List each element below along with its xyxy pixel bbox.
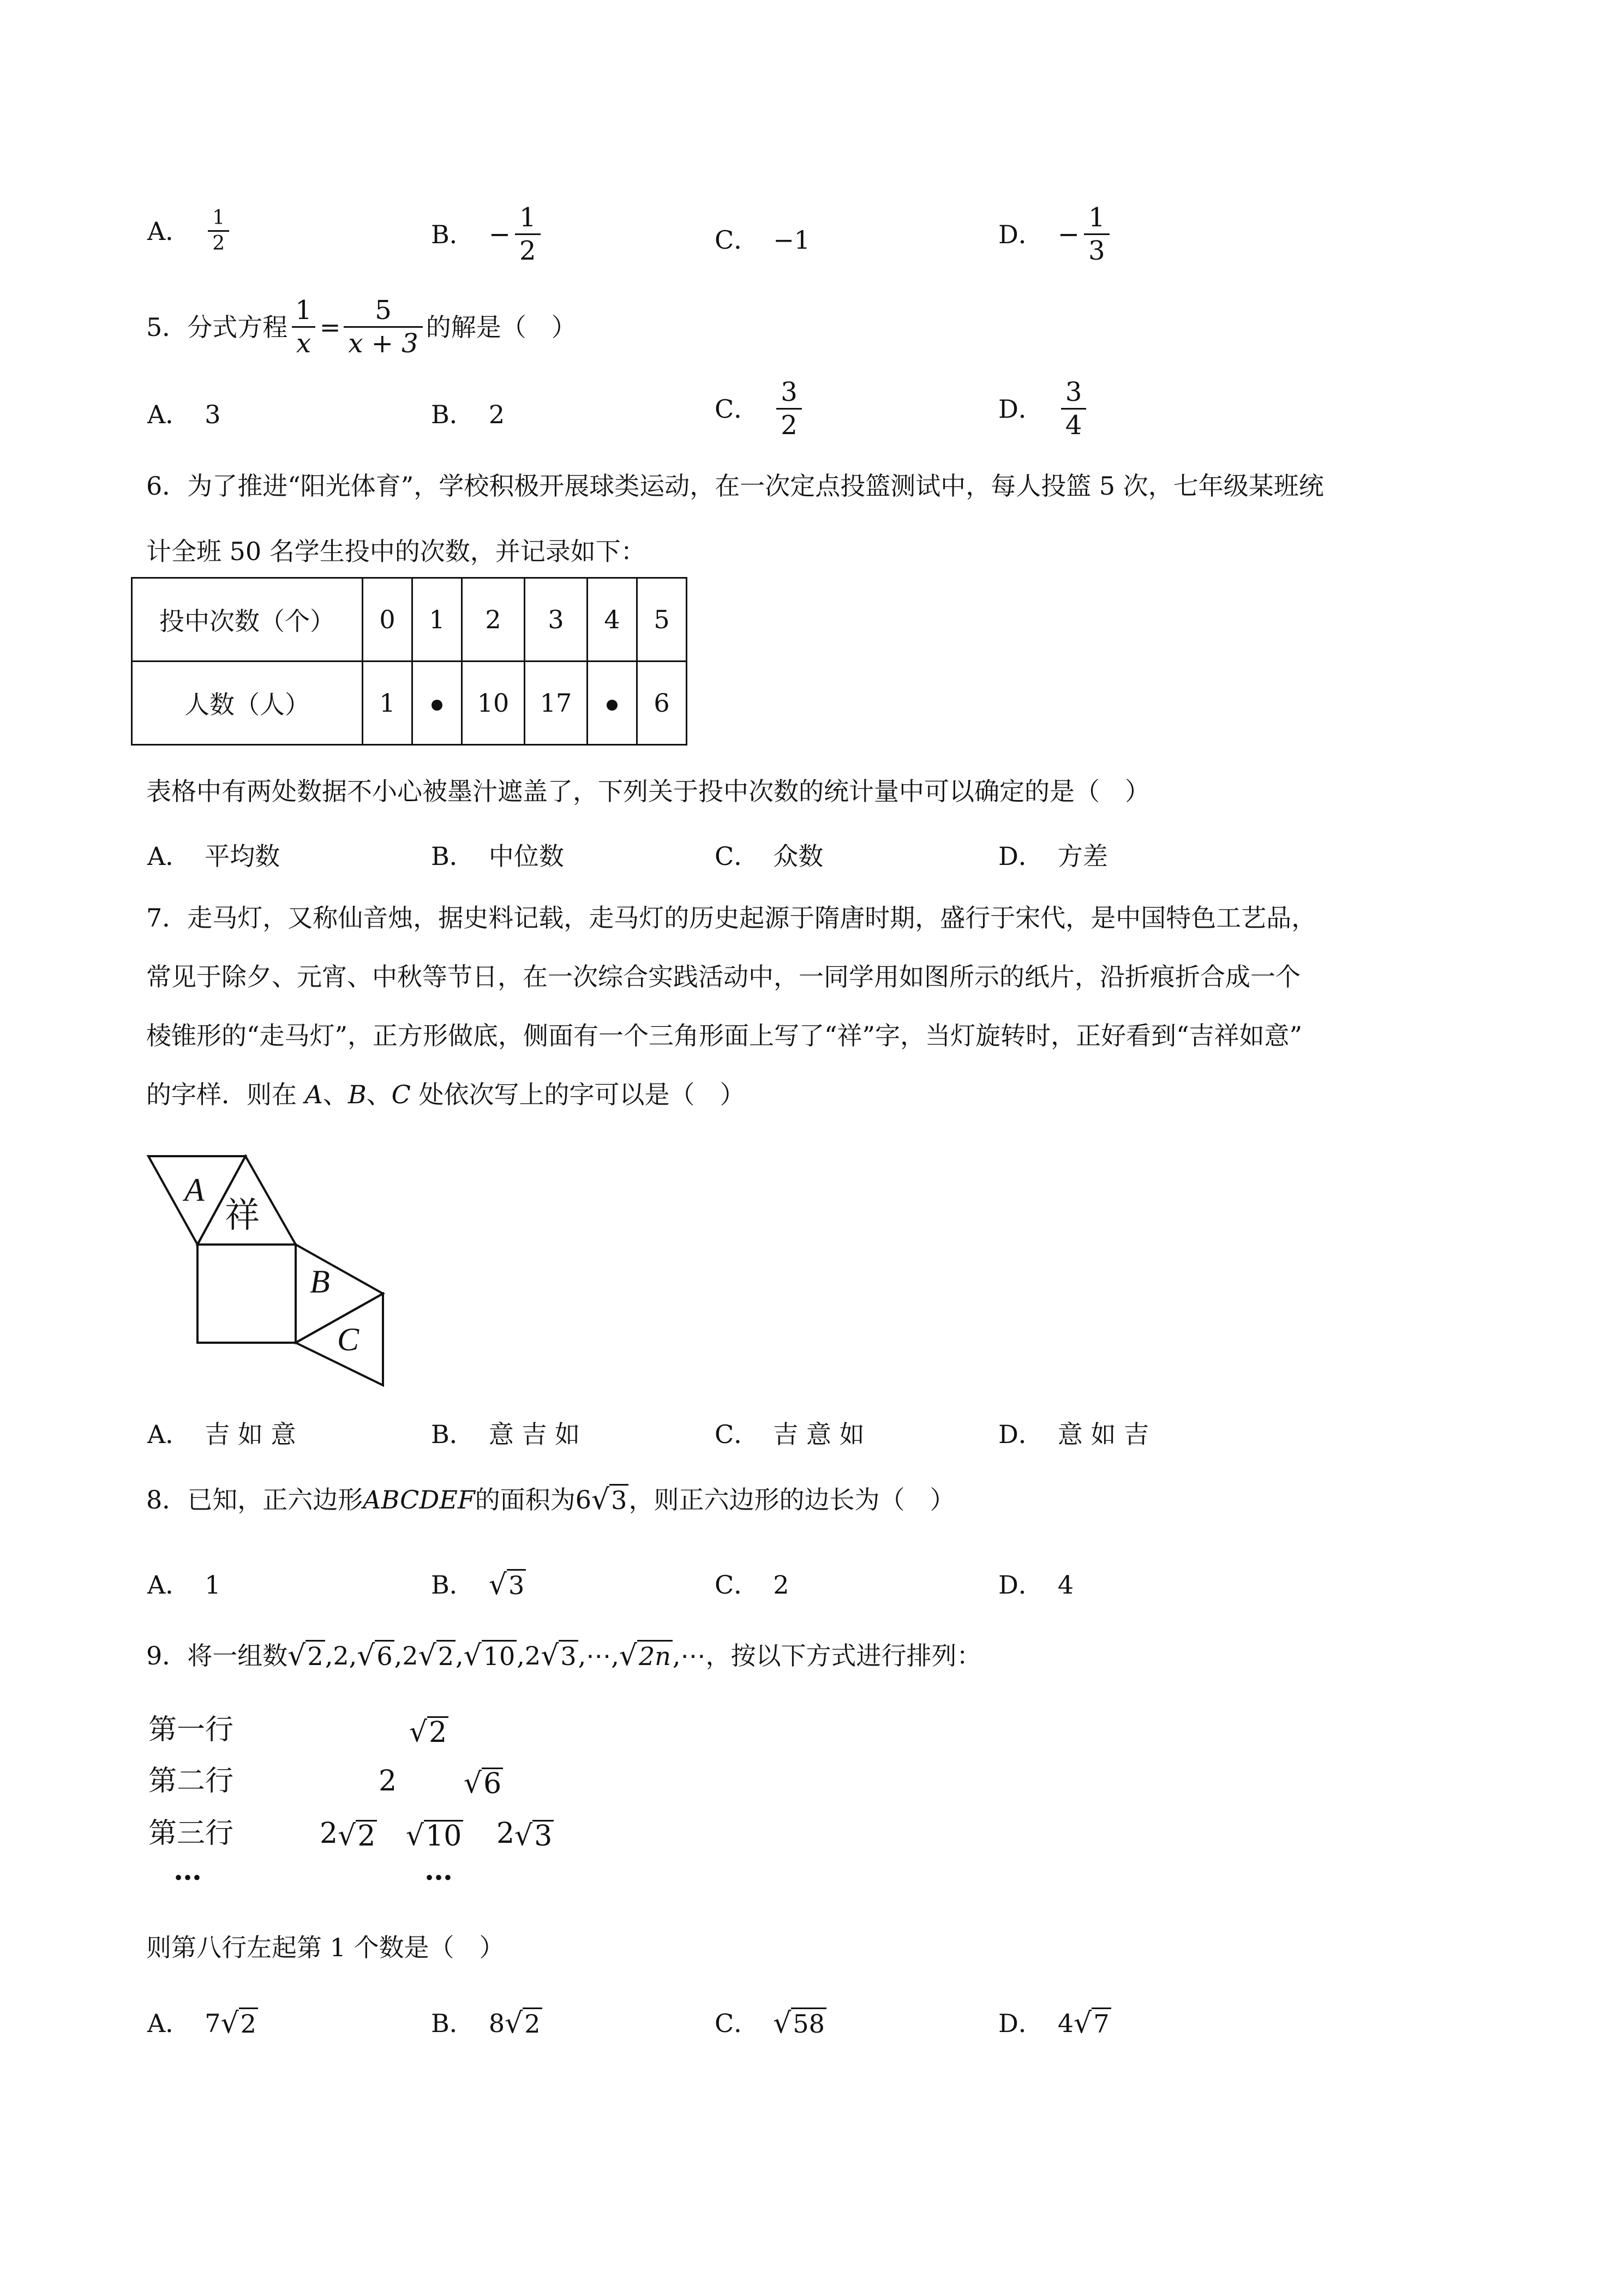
q5-option-c: C． $\frac{3}{2}$ xyxy=(715,376,805,441)
ink-blot-cell xyxy=(412,662,462,745)
q7-options xyxy=(0,1407,1624,1462)
ink-dot-icon xyxy=(432,700,442,711)
table-cell: 0 xyxy=(363,578,412,662)
q7-option-d: D． 意 如 吉 xyxy=(998,1420,1149,1449)
option-label: B． xyxy=(431,219,475,249)
lhs-fraction: $\frac{1}{x}$ xyxy=(291,294,316,359)
fraction: $\frac{3}{2}$ xyxy=(776,376,802,441)
table-cell: 4 xyxy=(588,578,637,662)
q9-option-b: B． 8 √ 2 xyxy=(431,2007,542,2040)
q7-option-c: C． 吉 意 如 xyxy=(715,1420,865,1449)
table-cell: 3 xyxy=(525,578,588,662)
table-cell: 1 xyxy=(363,662,412,745)
q9-row-1 xyxy=(148,1712,233,1747)
q6-option-d: D． 方差 xyxy=(998,842,1108,871)
q9-option-d: D． 4 √ 7 xyxy=(998,2007,1111,2040)
ink-blot-cell xyxy=(588,662,637,745)
q9-stem: 9．将一组数 √ 2 , 2 , √ 6 , 2 √ 2 , √ 10 , 2 √ 3 , ⋯ , √ 2n , ⋯ ，按以下方式进行排列： xyxy=(146,1639,982,1672)
q9-row-1-item: √ 2 xyxy=(409,1712,448,1748)
equals-sign: = xyxy=(319,312,341,342)
q8-option-a: A． 1 xyxy=(147,1570,221,1600)
q9-row-2 xyxy=(148,1764,233,1799)
row-label: 第三行 xyxy=(148,1817,234,1850)
q5-option-a: A． 3 xyxy=(147,400,221,429)
q9-row-2-item-1: 2 xyxy=(379,1765,397,1798)
fraction: $\frac{1}{3}$ xyxy=(1084,202,1110,267)
fraction: $\frac{3}{4}$ xyxy=(1061,376,1087,441)
rhs-fraction: $\frac{5}{x + 3}$ xyxy=(344,294,422,359)
q8-option-c: C． 2 xyxy=(715,1570,789,1600)
sqrt-expression: √ 3 xyxy=(489,1569,526,1601)
q9-options xyxy=(0,1996,1624,2051)
fraction: $\frac{1}{2}$ xyxy=(208,206,229,256)
option-label: A． xyxy=(147,216,191,246)
q4-option-b xyxy=(431,202,544,267)
table-cell: 5 xyxy=(637,578,687,662)
q8-options xyxy=(0,1558,1624,1612)
q4-option-a xyxy=(147,206,232,256)
ink-dot-icon xyxy=(607,700,618,711)
q5-options xyxy=(0,376,1624,453)
q9-row-3-item-1: 2 √ 2 xyxy=(320,1816,377,1852)
base-square xyxy=(197,1245,296,1343)
table-row xyxy=(132,662,687,745)
minus-sign: − xyxy=(488,219,511,250)
table-row xyxy=(132,578,687,662)
sqrt-expression: √ 3 xyxy=(591,1484,628,1516)
q6-option-a: A． 平均数 xyxy=(147,842,280,871)
q5-option-d: D． $\frac{3}{4}$ xyxy=(998,376,1089,441)
table-header-cell: 人数（人） xyxy=(132,662,363,745)
table-cell: 6 xyxy=(637,662,687,745)
q9-ellipsis-middle: … xyxy=(424,1854,453,1887)
table-cell: 1 xyxy=(412,578,462,662)
q8-stem: 8．已知，正六边形 ABCDEF 的面积为 6 √ 3 ，则正六边形的边长为（ ） xyxy=(146,1483,955,1516)
q4-option-d xyxy=(998,202,1113,267)
fraction: $\frac{1}{2}$ xyxy=(515,202,541,267)
q6-option-b: B． 中位数 xyxy=(431,842,564,871)
q9-row-3-item-2: √ 10 xyxy=(406,1816,463,1852)
q9-ellipsis-left: … xyxy=(173,1854,202,1887)
q6-options xyxy=(0,829,1624,883)
q6-option-c: C． 众数 xyxy=(715,842,824,871)
label-xiang: 祥 xyxy=(225,1196,260,1235)
q8-option-d: D． 4 xyxy=(998,1570,1074,1600)
q9-row-2-item-2: √ 6 xyxy=(464,1764,503,1799)
label-c: C xyxy=(337,1321,359,1357)
option-value: −1 xyxy=(773,225,811,255)
row-label: 第二行 xyxy=(148,1765,234,1798)
q6-table xyxy=(131,577,687,746)
label-a: A xyxy=(184,1172,205,1208)
row-label: 第一行 xyxy=(148,1714,234,1746)
q7-option-b: B． 意 吉 如 xyxy=(431,1420,580,1449)
q4-options xyxy=(0,202,1624,278)
table-cell: 10 xyxy=(462,662,525,745)
q4-option-c xyxy=(715,224,810,256)
q9-option-a: A． 7 √ 2 xyxy=(147,2007,258,2040)
table-cell: 2 xyxy=(462,578,525,662)
q9-option-c: C． √ 58 xyxy=(715,2007,826,2040)
q7-pyramid-net-figure xyxy=(136,1151,398,1396)
table-header-cell: 投中次数（个） xyxy=(132,578,363,662)
q6-line-3: 表格中有两处数据不小心被墨汁遮盖了，下列关于投中次数的统计量中可以确定的是（ ） xyxy=(146,777,1150,806)
q5-stem: 5．分式方程 $\frac{1}{x}$ = $\frac{5}{x + 3}$ 的解是（ ） xyxy=(146,295,577,359)
q7-line-4: 的字样．则在 A、B、C 处依次写上的字可以是（ ） xyxy=(146,1080,745,1109)
option-label: C． xyxy=(715,225,759,255)
q8-option-b: B． √ 3 xyxy=(431,1568,526,1601)
table-cell: 17 xyxy=(525,662,588,745)
option-label: D． xyxy=(998,219,1044,249)
q6-line-2: 计全班 50 名学生投中的次数，并记录如下： xyxy=(146,537,646,566)
label-b: B xyxy=(310,1264,330,1300)
q7-line-2: 常见于除夕、元宵、中秋等节日，在一次综合实践活动中，一同学用如图所示的纸片，沿折痕折合成一个 xyxy=(146,962,1301,991)
q9-row-3 xyxy=(148,1816,233,1851)
q7-line-1: 7．走马灯，又称仙音烛，据史料记载，走马灯的历史起源于隋唐时期，盛行于宋代，是中国特色工艺品， xyxy=(146,903,1317,933)
minus-sign: − xyxy=(1057,219,1080,250)
q6-line-1: 6．为了推进“阳光体育”，学校积极开展球类运动，在一次定点投篮测试中，每人投篮 5 次，七年级某班统 xyxy=(146,471,1324,501)
q7-option-a: A． 吉 如 意 xyxy=(147,1420,296,1449)
q9-question: 则第八行左起第 1 个数是（ ） xyxy=(146,1933,505,1962)
q9-row-3-item-3: 2 √ 3 xyxy=(496,1816,554,1852)
q5-option-b: B． 2 xyxy=(431,400,505,429)
q7-line-3: 棱锥形的“走马灯”，正方形做底，侧面有一个三角形面上写了“祥”字，当灯旋转时，正好看到“吉祥如意” xyxy=(146,1021,1303,1050)
